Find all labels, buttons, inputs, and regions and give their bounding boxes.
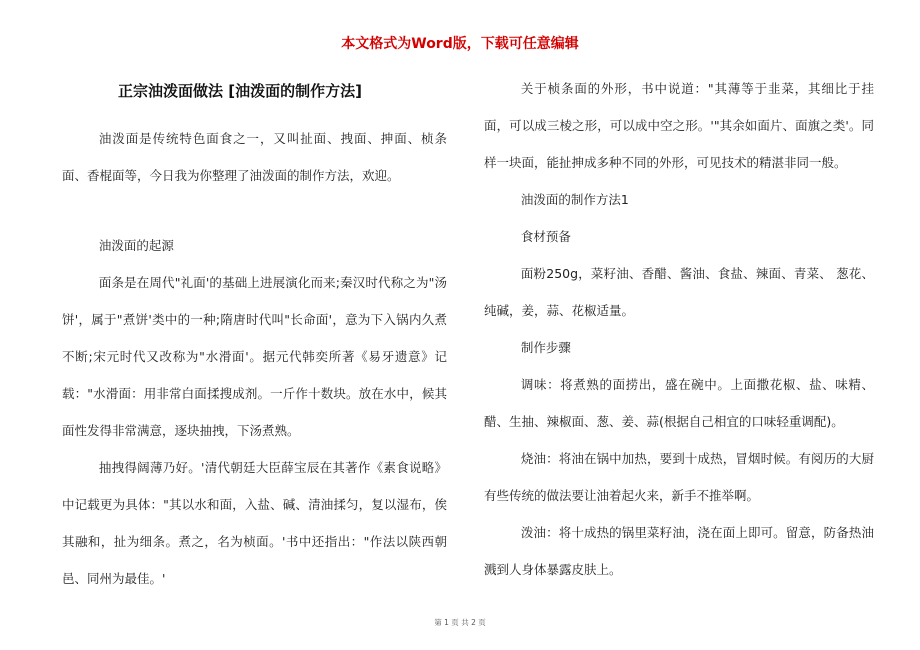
intro-paragraph: 油泼面是传统特色面食之一，又叫扯面、拽面、抻面、桢条面、香棍面等，今日我为你整理了油泼面的制作方法，欢迎。 [62,131,447,183]
left-column [62,70,447,597]
step-heat-paragraph: 烧油：将油在锅中加热，要到十成热，冒烟时候。有阅历的大厨有些传统的做法要让油着起火来，新手不推举啊。 [484,451,874,503]
origin-paragraph-2: 抽拽得阔薄乃好。'清代朝廷大臣薛宝辰在其著作《素食说略》中记载更为具体："其以水和面，入盐、碱、清油揉匀，复以湿布，俟其融和，扯为细条。煮之，名为桢面。'书中还指出："作法以陕西朝邑、同州为最佳。' [62,460,447,586]
step-season-paragraph: 调味：将煮熟的面捞出，盛在碗中。上面撒花椒、盐、味精、醋、生抽、辣椒面、葱、姜、蒜(根据自己相宜的口味轻重调配)。 [484,377,874,429]
word-format-banner: 本文格式为Word版，下载可任意编辑 [341,36,579,52]
origin-paragraph-1: 面条是在周代"礼面'的基础上进展演化而来;秦汉时代称之为"汤饼'，属于"煮饼'类中的一种;隋唐时代叫"长命面'，意为下入锅内久煮不断;宋元时代又改称为"水滑面'。据元代韩奕所著《易牙遗意》记载："水滑面：用非常白面揉搜成剂。一斤作十数块。放在水中，候其面性发得非常满意，逐块抽拽，下汤煮熟。 [62,275,447,438]
steps-heading: 制作步骤 [520,340,571,355]
page-footer: 第 1 页 共 2 页 [434,618,486,627]
step-pour-paragraph: 泼油：将十成热的锅里菜籽油，浇在面上即可。留意，防备热油溅到人身体暴露皮肤上。 [484,525,874,577]
shape-paragraph: 关于桢条面的外形，书中说道："其薄等于韭菜，其细比于挂面，可以成三棱之形，可以成中空之形。'"其余如面片、面旗之类'。同样一块面，能扯抻成多种不同的外形，可见技术的精湛非同一般。 [484,81,874,170]
document-title: 正宗油泼面做法 [油泼面的制作方法] [118,82,362,100]
ingredients-paragraph: 面粉250g，菜籽油、香醋、酱油、食盐、辣面、青菜、 葱花、纯碱，姜，蒜、花椒适量。 [484,266,874,318]
method-heading: 油泼面的制作方法1 [520,192,629,207]
ingredients-heading: 食材预备 [520,229,571,244]
right-column [484,70,874,588]
origin-heading: 油泼面的起源 [98,238,174,253]
